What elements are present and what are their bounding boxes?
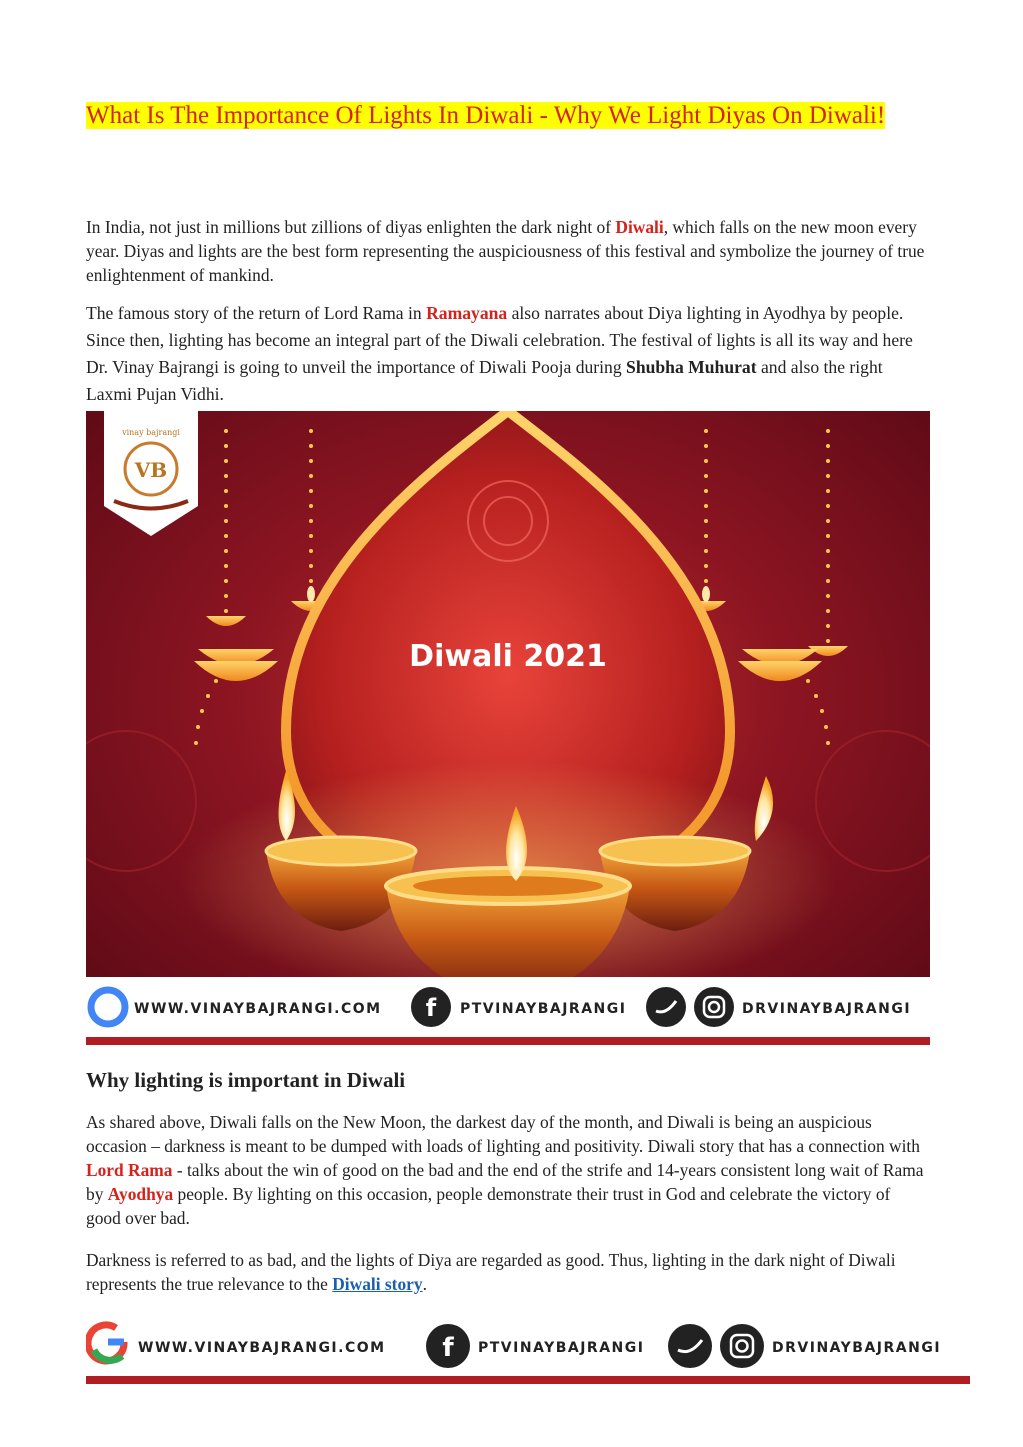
svg-text:vinay bajrangi: vinay bajrangi [122, 428, 180, 437]
banner-social-strip [86, 977, 930, 1045]
page-footer-social [86, 1314, 970, 1384]
svg-text:PTVINAYBAJRANGI: PTVINAYBAJRANGI [460, 1001, 627, 1017]
website-text: WWW.VINAYBAJRANGI.COM [138, 1340, 386, 1356]
diwali-keyword: Diwali [615, 217, 664, 237]
conclusion-paragraph: Darkness is referred to as bad, and the lights of Diya are regarded as good. Thus, lighting in the dark night of Diwali represents the true relevance to the Diwali story. [86, 1250, 896, 1294]
shubha-muhurat-keyword: Shubha Muhurat [626, 357, 757, 377]
facebook-handle: PTVINAYBAJRANGI [478, 1340, 645, 1356]
importance-paragraph: As shared above, Diwali falls on the New Moon, the darkest day of the month, and Diwali is being an auspicious occasion – darkness is meant to be dumped with loads of lighting and positivity. Diwali story that has a connection with Lord Rama - talks about the win of good on the bad and the end of the strife and 14-years consistent long wait of Rama by Ayodhya people. By lighting on this occasion, people demonstrate their trust in God and celebrate the victory of good over bad. [86, 1112, 924, 1228]
svg-text:f: f [442, 1333, 454, 1363]
svg-text:VB: VB [134, 458, 168, 482]
svg-text:WWW.VINAYBAJRANGI.COM: WWW.VINAYBAJRANGI.COM [134, 1001, 382, 1017]
lord-rama-keyword: Lord Rama [86, 1160, 173, 1180]
ramayana-keyword: Ramayana [426, 303, 508, 323]
diwali-banner-image [86, 411, 930, 1045]
intro-paragraph: In India, not just in millions but zillions of diyas enlighten the dark night of Diwali, which falls on the new moon every year. Diyas and lights are the best form representing the auspiciousness of this festival and symbolize the journey of true enlightenment of mankind. [86, 217, 925, 285]
twitter-icon [668, 1324, 712, 1368]
svg-text:DRVINAYBAJRANGI: DRVINAYBAJRANGI [742, 1001, 912, 1017]
page-title: What Is The Importance Of Lights In Diwali - Why We Light Diyas On Diwali! [86, 102, 886, 129]
section-heading: Why lighting is important in Diwali [86, 1068, 406, 1092]
banner-headline: Diwali 2021 [409, 639, 607, 674]
instagram-icon [720, 1324, 764, 1368]
ayodhya-keyword: Ayodhya [107, 1184, 174, 1204]
diwali-story-link[interactable]: Diwali story [332, 1274, 423, 1294]
svg-text:f: f [425, 994, 437, 1022]
instagram-handle: DRVINAYBAJRANGI [772, 1340, 942, 1356]
story-paragraph: The famous story of the return of Lord Rama in Ramayana also narrates about Diya lighting in Ayodhya by people. Since then, lighting has become an integral part of the Diwali celebration. The festival of lights is all its way and here Dr. Vinay Bajrangi is going to unveil the importance of Diwali Pooja during Shubha Muhurat and also the right Laxmi Pujan Vidhi. [86, 303, 913, 404]
